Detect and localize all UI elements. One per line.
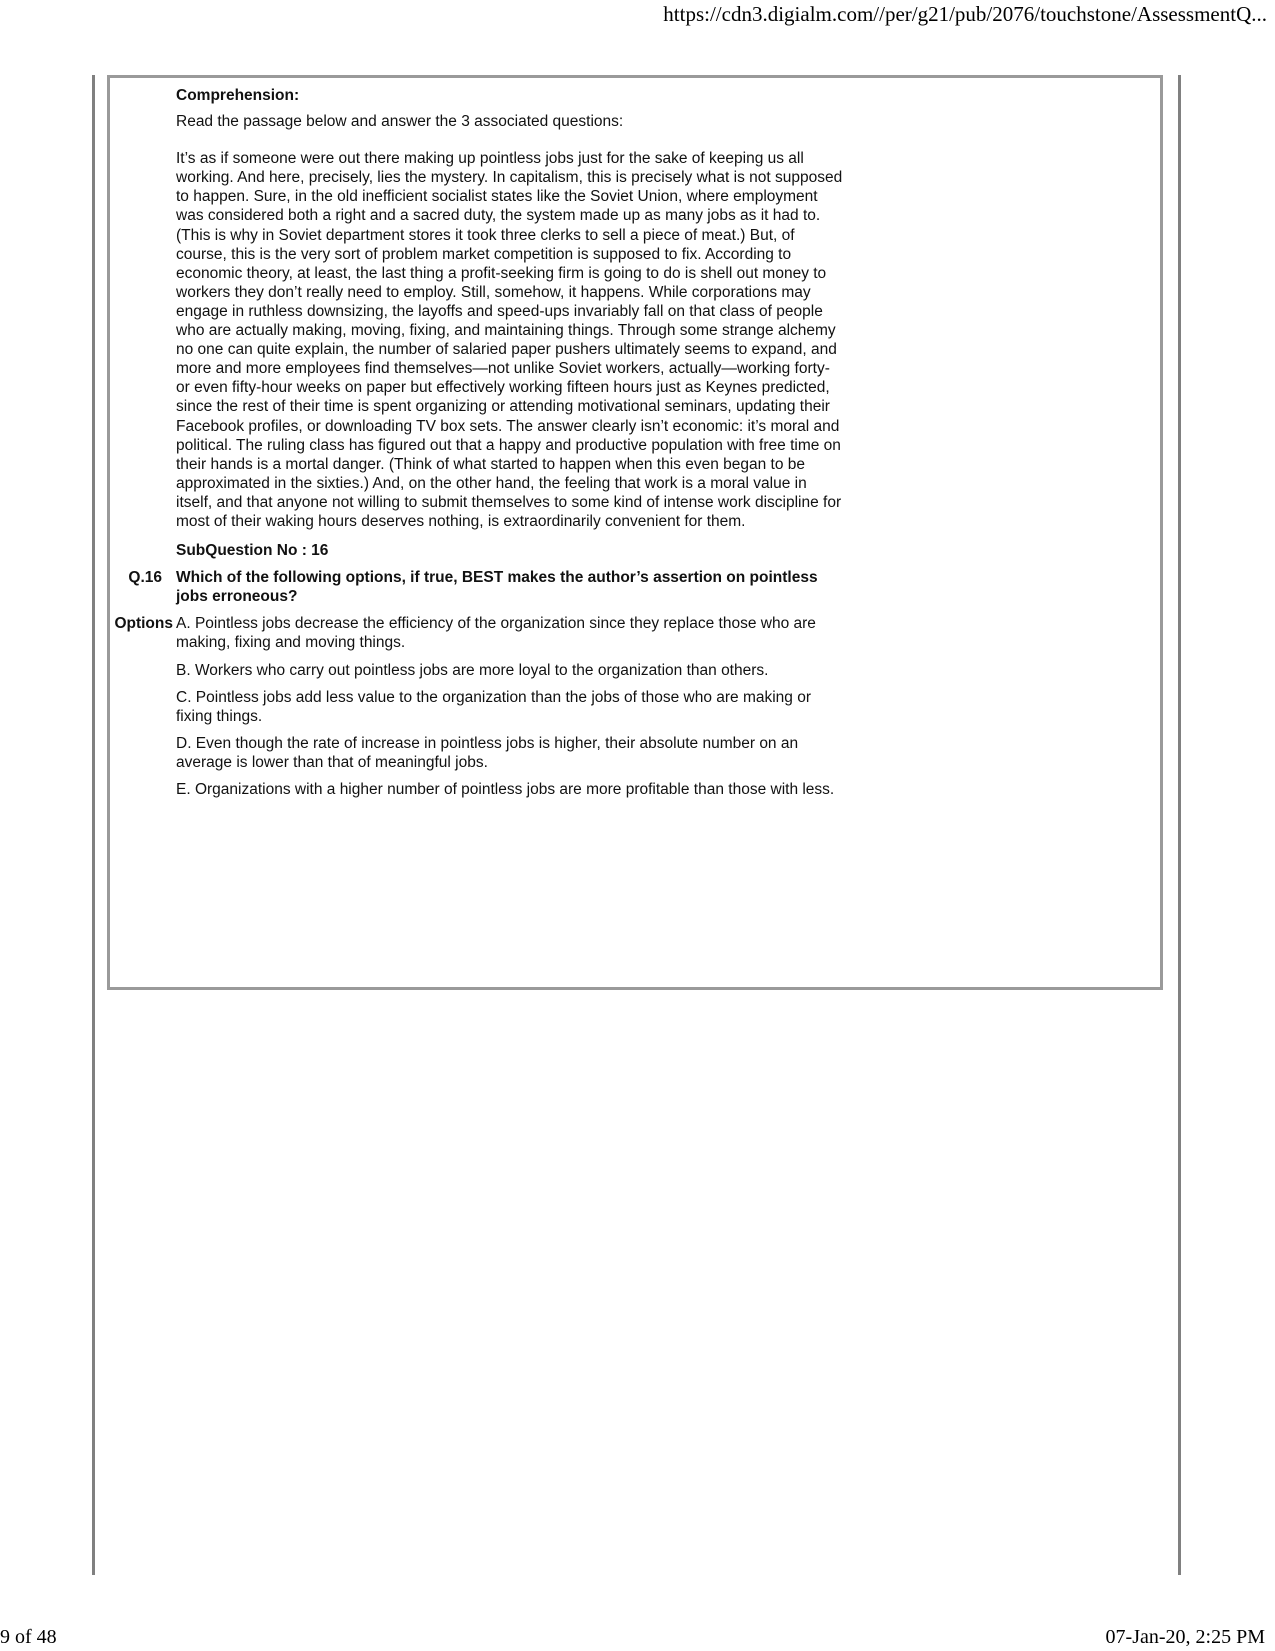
option-d: D. Even though the rate of increase in pointless jobs is higher, their absolute number on an average is lower than that of meaningful jobs. [176,734,799,771]
comprehension-instruction: Read the passage below and answer the 3 associated questions: [176,113,624,131]
page-border-right [1178,75,1181,1575]
page-number: 9 of 48 [0,1626,57,1648]
option-c: C. Pointless jobs add less value to the organization than the jobs of those who are making or fixing things. [176,688,812,725]
options-label: Options [114,615,173,633]
subquestion-label: SubQuestion No : 16 [176,542,329,560]
option-b: B. Workers who carry out pointless jobs are more loyal to the organization than others. [176,661,769,679]
print-datetime: 07-Jan-20, 2:25 PM [1105,1626,1265,1648]
question-row [128,568,846,606]
question-text: Which of the following options, if true, BEST makes the author’s assertion on pointless jobs erroneous? [176,569,818,606]
options-row [114,614,846,799]
page-border-left [92,75,95,1575]
question-content [114,86,846,807]
comprehension-heading: Comprehension: [176,87,300,104]
comprehension-passage: It’s as if someone were out there making up pointless jobs just for the sake of keeping us all working. And here, precisely, lies the mystery. In capitalism, this is precisely what is not supposed to happen. Sure, in the old inefficient socialist states like the Soviet Union, where employment was considered both a right and a sacred duty, the system made up as many jobs as it had to. (This is why in Soviet department stores it took three clerks to sell a piece of meat.) But, of course, this is the very sort of problem market competition is supposed to fix. According to economic theory, at least, the last thing a profit-seeking firm is going to do is shell out money to workers they don’t really need to employ. Still, somehow, it happens. While corporations may engage in ruthless downsizing, the layoffs and speed-ups invariably fall on that class of people who are actually making, moving, fixing, and maintaining things. Through some strange alchemy no one can quite explain, the number of salaried paper pushers ultimately seems to expand, and more and more employees find themselves—not unlike Soviet workers, actually—working forty- or even fifty-hour weeks on paper but effectively working fifteen hours just as Keynes predicted, since the rest of their time is spent organizing or attending motivational seminars, updating their Facebook profiles, or downloading TV box sets. The answer clearly isn’t economic: it’s moral and political. The ruling class has figured out that a happy and productive population with free time on their hands is a mortal danger. (Think of what started to happen when this even began to be approximated in the sixties.) And, on the other hand, the feeling that work is a moral value in itself, and that anyone not willing to submit themselves to some kind of intense work discipline for most of their waking hours deserves nothing, is extraordinarily convenient for them. [176,150,843,530]
option-a: A. Pointless jobs decrease the efficiency of the organization since they replace those who are making, fixing and moving things. [176,615,816,652]
question-number: Q.16 [128,569,162,587]
option-e: E. Organizations with a higher number of pointless jobs are more profitable than those with less. [176,781,835,798]
options-list [176,614,846,799]
print-header-url: https://cdn3.digialm.com//per/g21/pub/2076/touchstone/AssessmentQ... [663,2,1267,26]
